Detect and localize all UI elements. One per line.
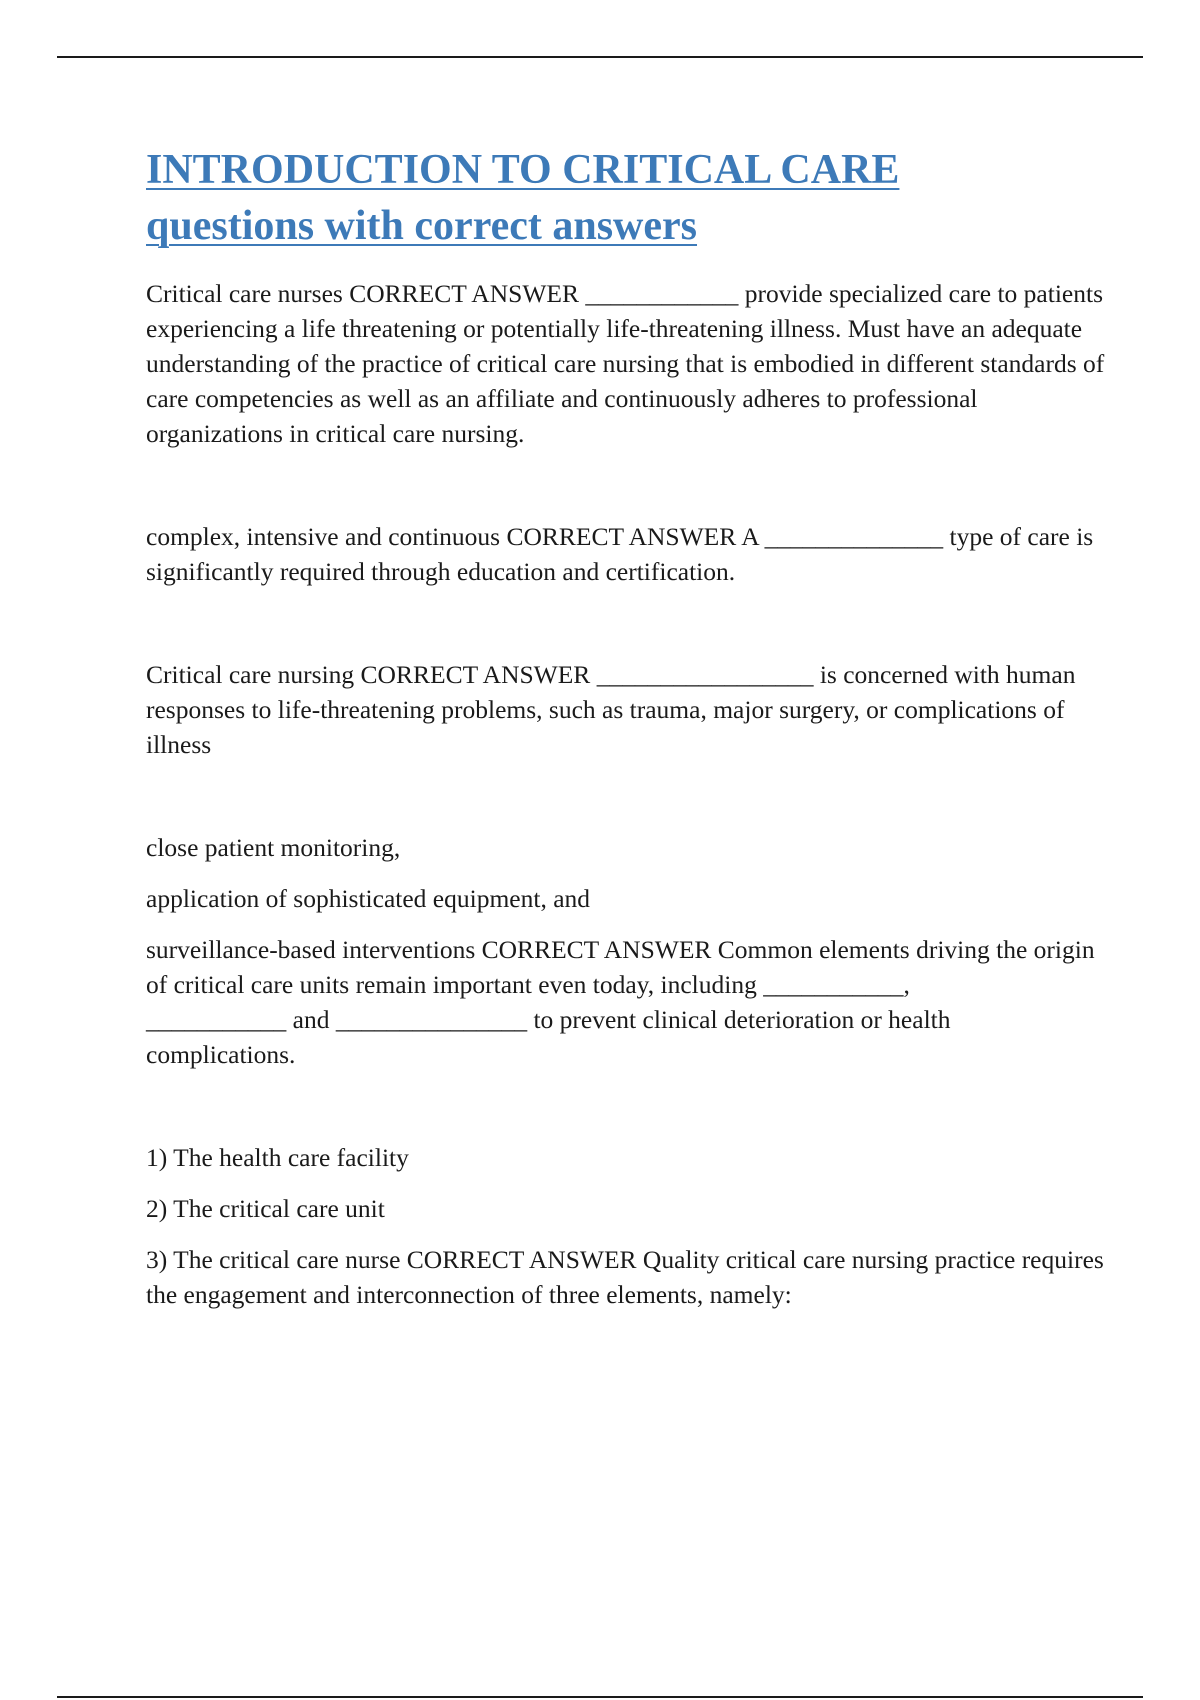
question-1: [146, 276, 1106, 451]
q4-line-1: close patient monitoring,: [146, 833, 401, 862]
q1-text-b: provide specialized care to patients experiencing a life threatening or potentially life-threatening illness. Must have an adequate understanding of the practice of critical care nursing that is embodied in different standards of care competencies as well as an affiliate and continuously adheres to professional organizations in critical care nursing.: [146, 279, 1105, 448]
title-line-2: questions with correct answers: [146, 203, 698, 249]
document-title: [146, 142, 1106, 254]
bottom-rule: [57, 1696, 1143, 1698]
q4-blank-2: ___________: [146, 1005, 287, 1034]
q3-text-b: is concerned with human responses to life-threatening problems, such as trauma, major surgery, or complications of illness: [146, 660, 1076, 759]
q4-blank-1: ___________: [763, 970, 904, 999]
q1-text-a: Critical care nurses CORRECT ANSWER: [146, 279, 586, 308]
q4-sep-2: and: [286, 1005, 336, 1034]
question-4: [146, 932, 1106, 1072]
q5-line-2: 2) The critical care unit: [146, 1194, 385, 1223]
q2-blank: ______________: [764, 522, 944, 551]
question-5: 3) The critical care nurse CORRECT ANSWER Quality critical care nursing practice requires the engagement and interconnection of three elements, namely:: [146, 1245, 1104, 1309]
question-3: [146, 657, 1106, 762]
document-body: [146, 142, 1106, 1312]
q1-blank: ____________: [585, 279, 739, 308]
q4-sep-1: ,: [903, 970, 910, 999]
title-line-1: INTRODUCTION TO CRITICAL CARE: [146, 147, 900, 193]
q3-text-a: Critical care nursing CORRECT ANSWER: [146, 660, 597, 689]
q4-line-2: application of sophisticated equipment, and: [146, 884, 591, 913]
question-2: [146, 519, 1106, 589]
q4-blank-3: _______________: [335, 1005, 528, 1034]
q5-line-1: 1) The health care facility: [146, 1143, 409, 1172]
q4-text-a: surveillance-based interventions CORRECT ANSWER Common elements driving the origin of critical care units remain important even today, including: [146, 935, 1095, 999]
q4-text-b: to prevent clinical deterioration or health complications.: [146, 1005, 951, 1069]
q3-blank: _________________: [596, 660, 814, 689]
q2-text-a: complex, intensive and continuous CORRECT ANSWER A: [146, 522, 765, 551]
q2-text-b: type of care is significantly required through education and certification.: [146, 522, 1094, 586]
top-rule: [57, 56, 1143, 58]
